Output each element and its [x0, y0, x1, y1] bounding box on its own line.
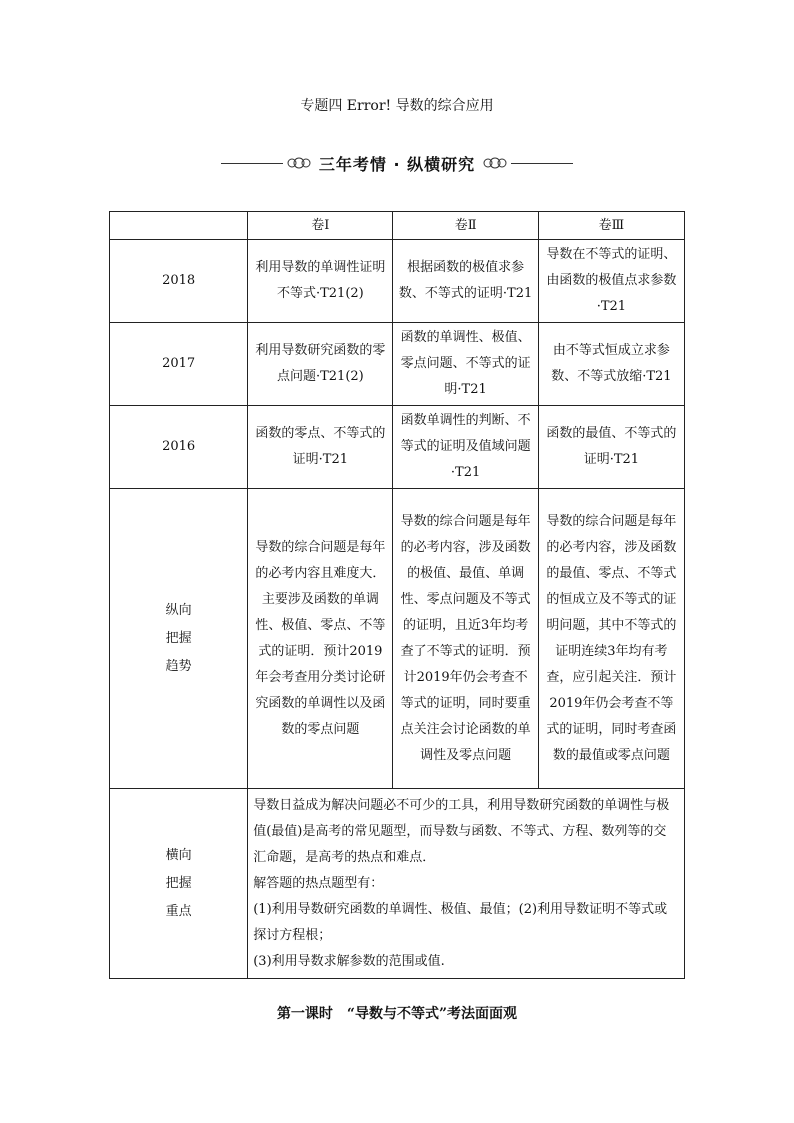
table-row-2017 [110, 323, 685, 406]
table-row-2016 [110, 406, 685, 489]
exam-analysis-table [109, 211, 685, 979]
header-empty [110, 212, 248, 240]
header-paper-2: 卷Ⅱ [393, 212, 538, 240]
table-row-focus [110, 789, 685, 979]
focus-paragraph: 导数日益成为解决问题必不可少的工具，利用导数研究函数的单调性与极值(最值)是高考的常见题型，而导数与函数、不等式、方程、数列等的交汇命题，是高考的热点和难点． [253, 797, 670, 865]
paper-2-cell: 函数的单调性、极值、零点问题、不等式的证明·T21 [393, 323, 538, 406]
trend-label: 纵向 把握 趋势 [110, 489, 248, 789]
focus-label: 横向 把握 重点 [110, 789, 248, 979]
section-banner [0, 150, 794, 176]
banner-right-ornament-icon [482, 156, 508, 170]
paper-3-cell: 函数的最值、不等式的证明·T21 [538, 406, 684, 489]
paper-1-cell: 利用导数的单调性证明不等式·T21(2) [248, 240, 393, 323]
banner-right-line [511, 163, 573, 164]
year-cell: 2016 [110, 406, 248, 489]
banner-left-line [221, 163, 283, 164]
trend-paper-2: 导数的综合问题是每年的必考内容，涉及函数的极值、最值、单调性、零点问题及不等式的证明，且近3年均考查了不等式的证明．预计2019年仍会考查不等式的证明，同时要重点关注会讨论函数的单调性及零点问题 [393, 489, 538, 789]
paper-1-cell: 利用导数研究函数的零点问题·T21(2) [248, 323, 393, 406]
page-title: 专题四 Error! 导数的综合应用 [300, 98, 494, 114]
banner-left-ornament-icon [286, 156, 312, 170]
focus-paragraph: (3)利用导数求解参数的范围或值. [253, 953, 445, 969]
table-header-row [110, 212, 685, 240]
trend-paper-3: 导数的综合问题是每年的必考内容，涉及函数的最值、零点、不等式的恒成立及不等式的证明问题，其中不等式的证明连续3年均有考查，应引起关注．预计2019年仍会考查不等式的证明，同时考查函数的最值或零点问题 [538, 489, 684, 789]
paper-2-cell: 函数单调性的判断、不等式的证明及值域问题·T21 [393, 406, 538, 489]
paper-1-cell: 函数的零点、不等式的证明·T21 [248, 406, 393, 489]
lesson-title: 第一课时 “导数与不等式”考法面面观 [276, 1006, 518, 1022]
table-row-trend [110, 489, 685, 789]
year-cell: 2018 [110, 240, 248, 323]
banner-text: 三年考情 · 纵横研究 [318, 154, 476, 174]
focus-content [248, 789, 685, 979]
paper-3-cell: 导数在不等式的证明、由函数的极值点求参数·T21 [538, 240, 684, 323]
header-paper-1: 卷Ⅰ [248, 212, 393, 240]
focus-paragraph: 解答题的热点题型有： [253, 875, 384, 891]
paper-3-cell: 由不等式恒成立求参数、不等式放缩·T21 [538, 323, 684, 406]
paper-2-cell: 根据函数的极值求参数、不等式的证明·T21 [393, 240, 538, 323]
trend-paper-1: 导数的综合问题是每年的必考内容且难度大．主要涉及函数的单调性、极值、零点、不等式的证明．预计2019年会考查用分类讨论研究函数的单调性以及函数的零点问题 [248, 489, 393, 789]
focus-paragraph: (1)利用导数研究函数的单调性、极值、最值；(2)利用导数证明不等式或探讨方程根； [253, 901, 668, 943]
year-cell: 2017 [110, 323, 248, 406]
header-paper-3: 卷Ⅲ [538, 212, 684, 240]
table-row-2018 [110, 240, 685, 323]
